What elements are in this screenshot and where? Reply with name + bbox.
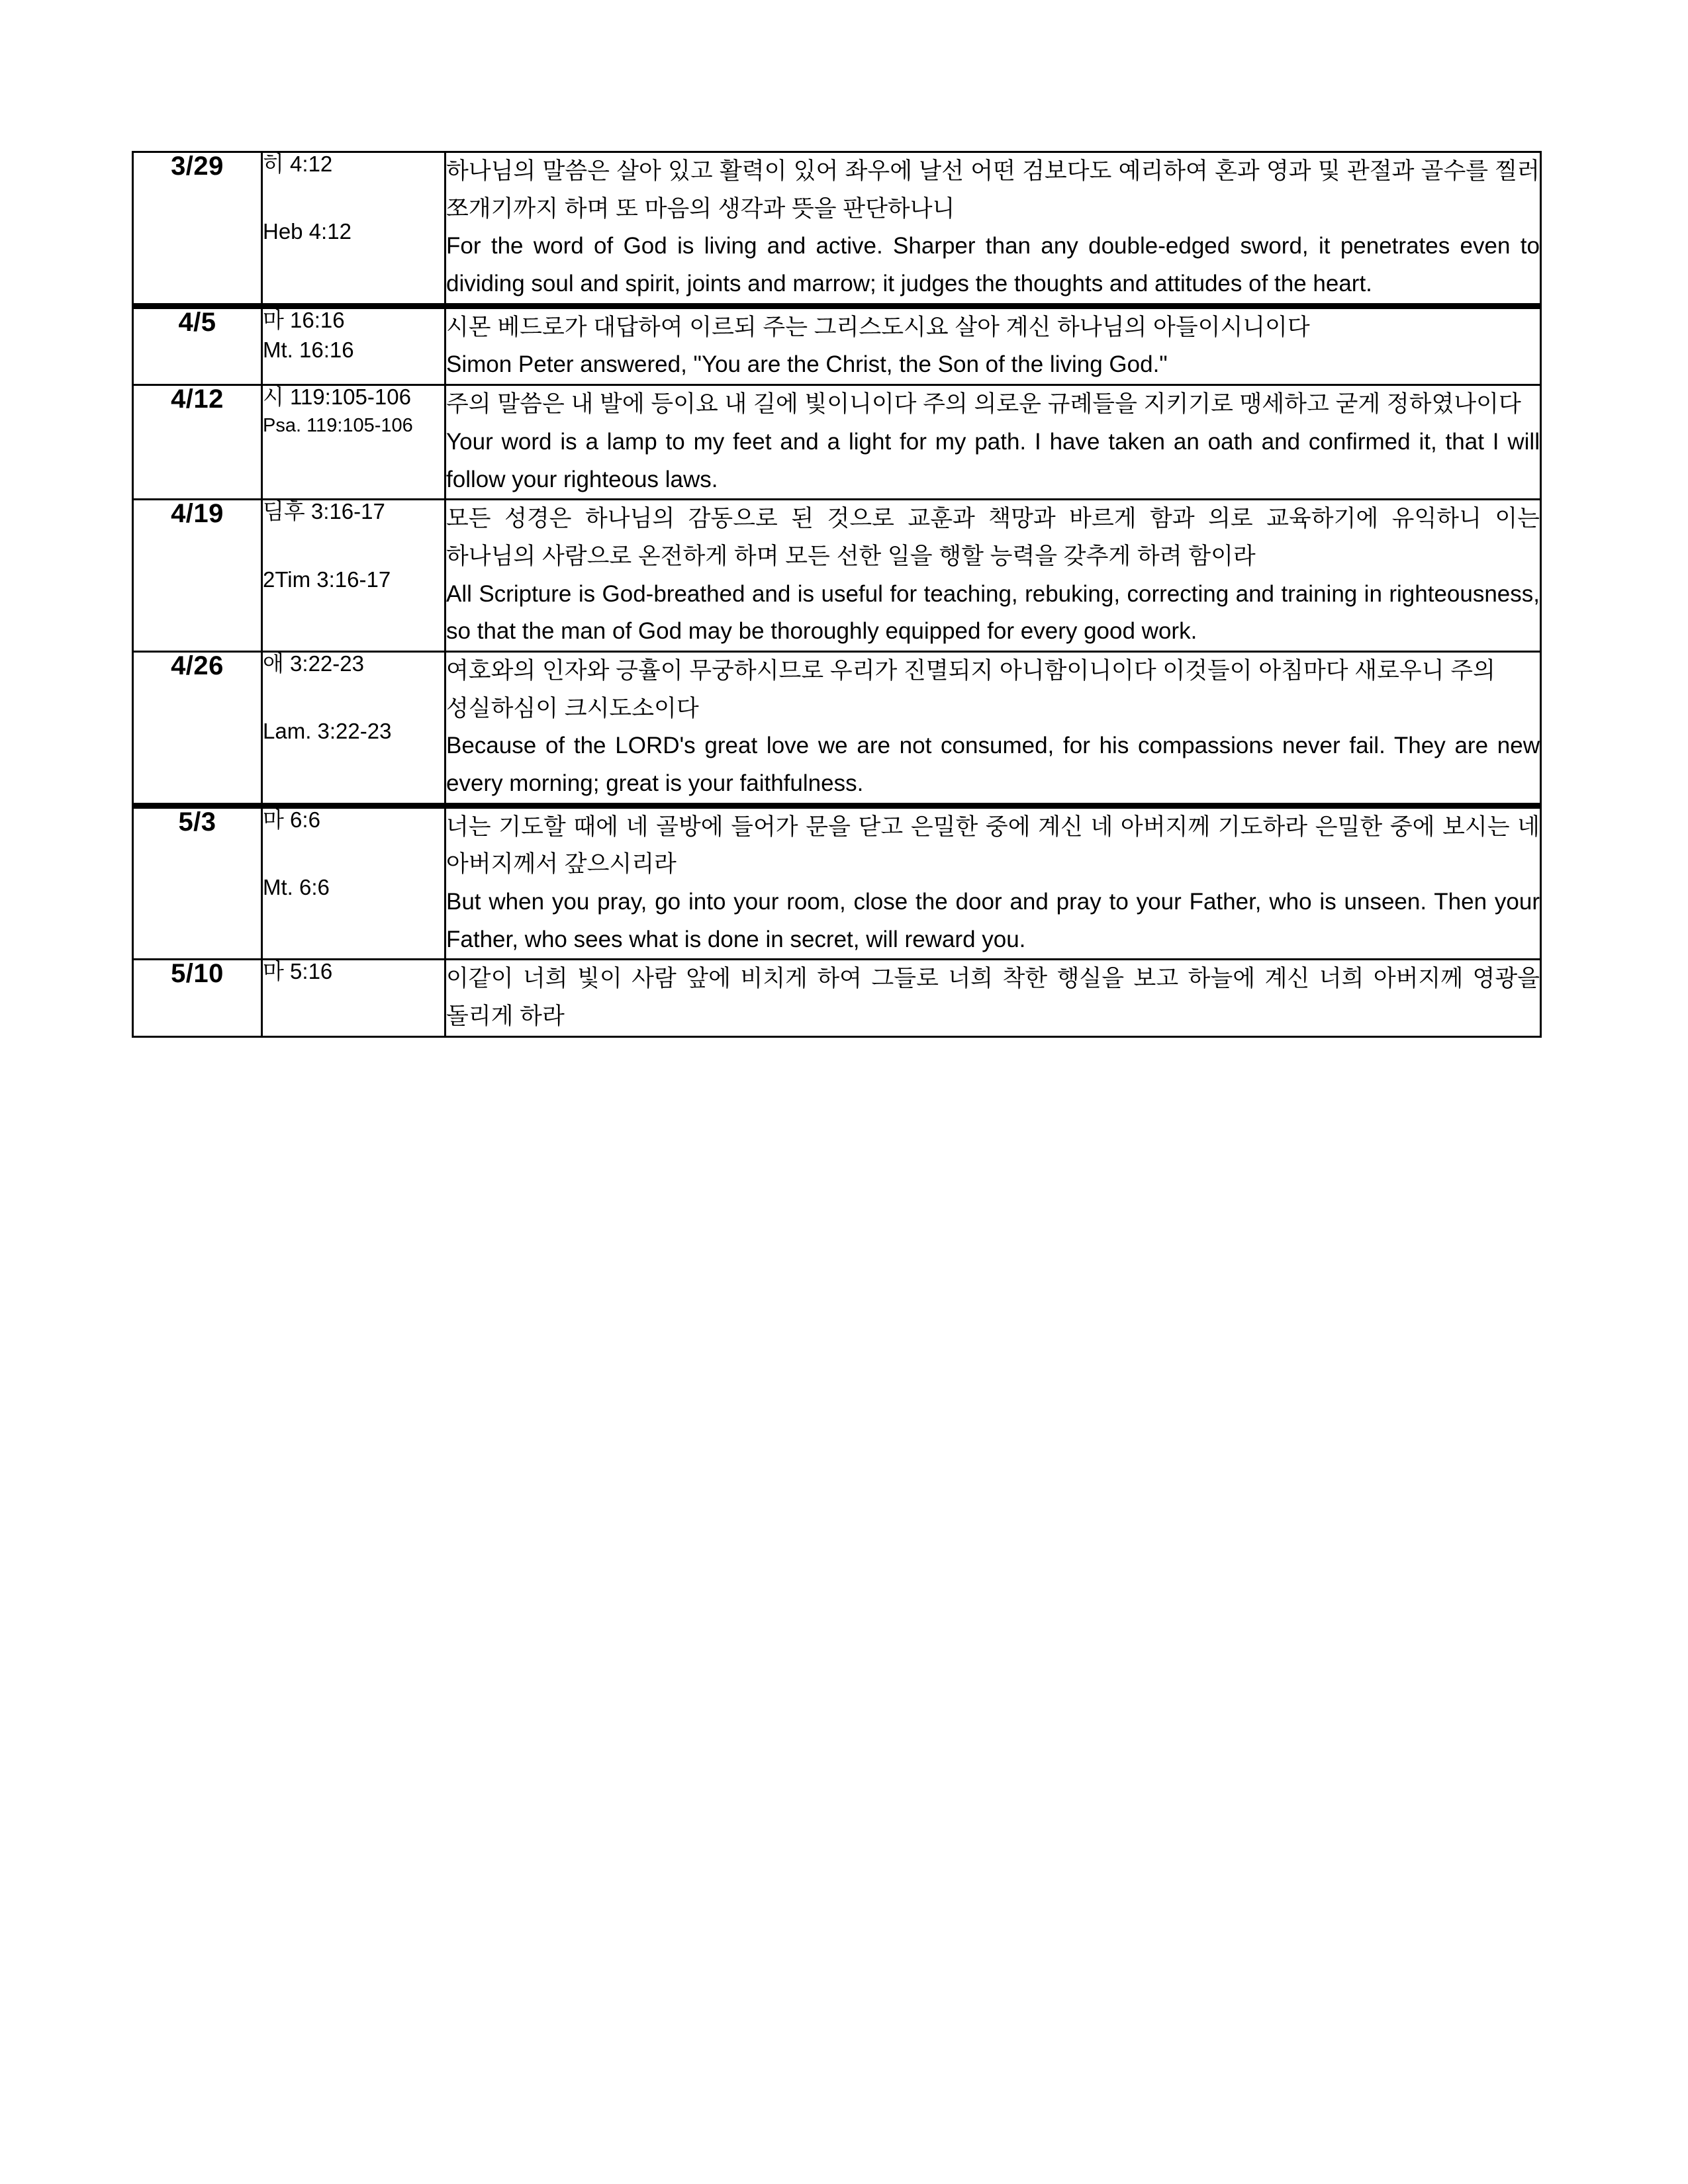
table-row (133, 152, 1541, 306)
reference-cell (262, 960, 445, 1036)
verse-text-english: Because of the LORD's great love we are not consumed, for his compassions never fail. They are new every morning; great is your faithfulness. (446, 733, 1540, 796)
reference-english: Lam. 3:22-23 (263, 719, 392, 744)
verse-text-korean: 여호와의 인자와 긍휼이 무궁하시므로 우리가 진멸되지 아니함이니이다 이것들이 아침마다 새로우니 주의 성실하심이 크시도소이다 (446, 657, 1495, 721)
date-label: 5/3 (178, 807, 216, 837)
verse-text-korean: 하나님의 말씀은 살아 있고 활력이 있어 좌우에 날선 어떤 검보다도 예리하여 혼과 영과 및 관절과 골수를 찔러 쪼개기까지 하며 또 마음의 생각과 뜻을 판단하나니 (446, 158, 1540, 222)
verse-text-korean: 시몬 베드로가 대답하여 이르되 주는 그리스도시요 살아 계신 하나님의 아들이시니이다 (446, 314, 1310, 340)
verse-table (132, 151, 1542, 1038)
verse-text-korean: 주의 말씀은 내 발에 등이요 내 길에 빛이니이다 주의 의로운 규례들을 지키기로 맹세하고 굳게 정하였나이다 (446, 391, 1521, 418)
verse-text-korean: 이같이 너희 빛이 사람 앞에 비치게 하여 그들로 너희 착한 행실을 보고 하늘에 계신 너희 아버지께 영광을 돌리게 하라 (446, 966, 1540, 1030)
date-cell (133, 306, 262, 385)
reference-korean: 애 3:22-23 (263, 651, 364, 676)
table-row (133, 385, 1541, 500)
verse-table-body (133, 152, 1541, 1037)
reference-english: Psa. 119:105-106 (263, 414, 413, 436)
date-cell (133, 500, 262, 652)
reference-korean: 마 5:16 (263, 959, 333, 984)
date-label: 5/10 (171, 959, 224, 989)
table-row (133, 960, 1541, 1036)
verse-text-korean: 너는 기도할 때에 네 골방에 들어가 문을 닫고 은밀한 중에 계신 네 아버지께 기도하라 은밀한 중에 보시는 네 아버지께서 갚으시리라 (446, 813, 1540, 878)
table-row (133, 651, 1541, 805)
verse-text-cell (445, 152, 1541, 306)
verse-text-english: Simon Peter answered, "You are the Christ, the Son of the living God." (446, 351, 1168, 378)
reference-english: Mt. 6:6 (263, 875, 330, 900)
table-row (133, 805, 1541, 960)
verse-text-korean: 모든 성경은 하나님의 감동으로 된 것으로 교훈과 책망과 바르게 함과 의로 교육하기에 유익하니 이는 하나님의 사람으로 온전하게 하며 모든 선한 일을 행할 능력을 갖추게 하려 함이라 (446, 506, 1540, 569)
reference-english: 2Tim 3:16-17 (263, 567, 391, 592)
date-cell (133, 651, 262, 805)
date-cell (133, 385, 262, 500)
date-label: 4/5 (178, 307, 216, 337)
reference-korean: 시 119:105-106 (263, 385, 411, 410)
reference-korean: 마 16:16 (263, 307, 345, 332)
date-label: 4/12 (171, 385, 224, 414)
reference-korean: 히 4:12 (263, 152, 333, 176)
reference-cell (262, 805, 445, 960)
verse-text-cell (445, 385, 1541, 500)
reference-cell (262, 306, 445, 385)
verse-text-english: All Scripture is God-breathed and is useful for teaching, rebuking, correcting and training in righteousness, so that the man of God may be thoroughly equipped for every good work. (446, 580, 1540, 645)
reference-cell (262, 385, 445, 500)
reference-cell (262, 152, 445, 306)
date-cell (133, 152, 262, 306)
verse-text-cell (445, 500, 1541, 652)
date-label: 3/29 (171, 152, 224, 181)
verse-text-cell (445, 960, 1541, 1036)
verse-text-english: Your word is a lamp to my feet and a light for my path. I have taken an oath and confirmed it, that I will follow your righteous laws. (446, 428, 1540, 492)
verse-text-english: But when you pray, go into your room, close the door and pray to your Father, who is unseen. Then your Father, who sees what is done in secret, will reward you. (446, 889, 1540, 952)
date-cell (133, 805, 262, 960)
verse-text-cell (445, 805, 1541, 960)
verse-text-cell (445, 306, 1541, 385)
reference-korean: 딤후 3:16-17 (263, 499, 385, 524)
reference-english: Heb 4:12 (263, 219, 352, 244)
reference-korean: 마 6:6 (263, 807, 320, 832)
reference-english: Mt. 16:16 (263, 338, 354, 363)
date-cell (133, 960, 262, 1036)
verse-text-english: For the word of God is living and active. Sharper than any double-edged sword, it penetrates even to dividing soul and spirit, joints and marrow; it judges the thoughts and attitudes of the heart. (446, 233, 1540, 297)
verse-text-cell (445, 651, 1541, 805)
reference-cell (262, 651, 445, 805)
date-label: 4/19 (171, 499, 224, 529)
table-row (133, 306, 1541, 385)
table-row (133, 500, 1541, 652)
date-label: 4/26 (171, 651, 224, 680)
reference-cell (262, 500, 445, 652)
